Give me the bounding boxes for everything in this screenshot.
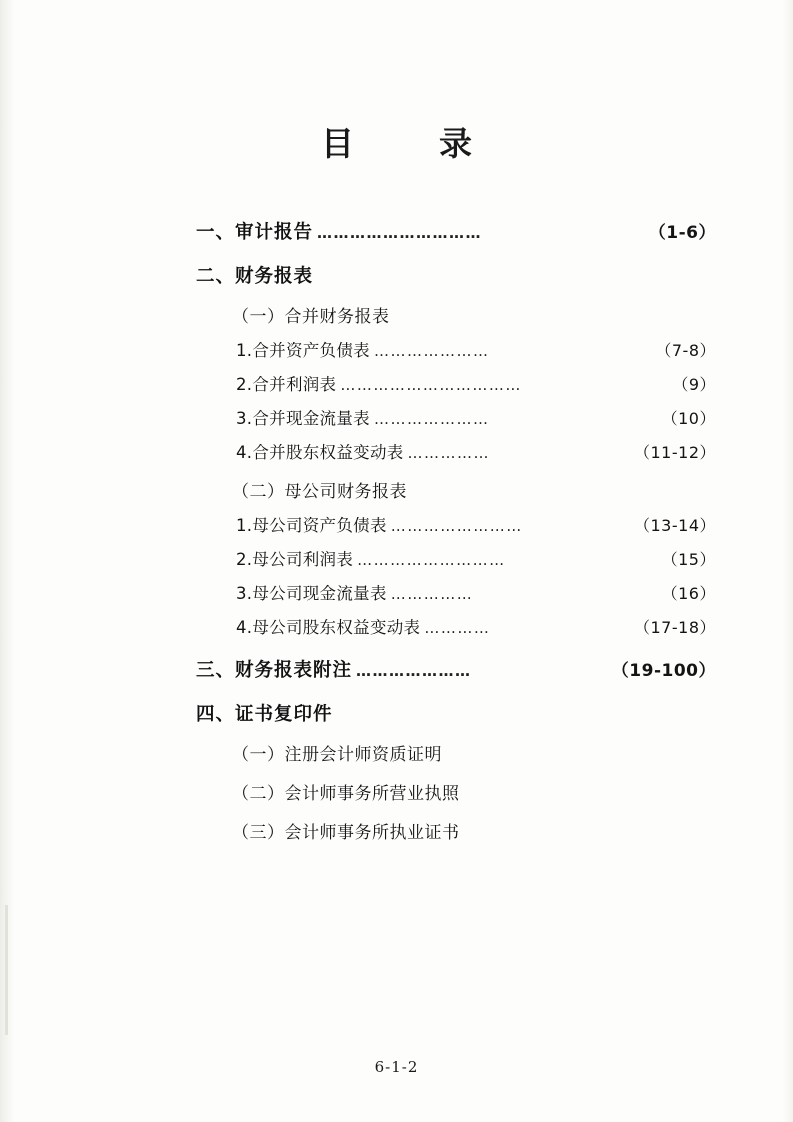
scan-artifact-mark (5, 905, 8, 1035)
toc-entry-pages: （7-8） (655, 341, 716, 360)
toc-leader-dots: ………………… (373, 410, 490, 428)
toc-entry-pages: （9） (672, 375, 716, 394)
toc-entry[interactable] (196, 439, 716, 463)
toc-leader-dots: ……………………… (357, 551, 506, 569)
page-title: 目 录 (321, 124, 498, 163)
toc-entry-label: 1.合并资产负债表 (236, 341, 370, 360)
toc-entry-label: 1.母公司资产负债表 (236, 516, 387, 535)
toc-entry-label: 3.母公司现金流量表 (236, 584, 387, 603)
toc-entry-label: （二）母公司财务报表 (232, 482, 407, 502)
toc-entry[interactable] (196, 477, 716, 502)
scan-edge-right (783, 0, 793, 1122)
toc-entry[interactable] (196, 512, 716, 536)
toc-entry-label: 3.合并现金流量表 (236, 409, 370, 428)
toc-entry-label: （一）注册会计师资质证明 (232, 745, 442, 765)
toc-entry[interactable] (196, 546, 716, 570)
toc-entry-label: 4.合并股东权益变动表 (236, 443, 404, 462)
toc-entry-label: 4.母公司股东权益变动表 (236, 618, 421, 637)
table-of-contents (196, 200, 716, 847)
toc-leader-dots: ………………… (373, 342, 490, 360)
toc-entry-label: （二）会计师事务所营业执照 (232, 784, 460, 804)
toc-entry-label: 二、财务报表 (196, 266, 314, 287)
toc-leader-dots: …………… (407, 444, 491, 462)
toc-entry-pages: （13-14） (634, 516, 716, 535)
toc-leader-dots: …………………… (390, 517, 523, 535)
toc-entry-label: 三、财务报表附注 (196, 660, 353, 681)
toc-entry[interactable] (196, 302, 716, 327)
toc-entry-label: 2.母公司利润表 (236, 550, 354, 569)
toc-entry-pages: （16） (661, 584, 716, 603)
toc-leader-dots: ………… (424, 619, 491, 637)
toc-entry-pages: （11-12） (634, 443, 716, 462)
toc-entry[interactable] (196, 218, 716, 244)
toc-leader-dots: ………………… (356, 662, 472, 680)
toc-entry-pages: （19-100） (611, 661, 716, 681)
toc-entry-label: 一、审计报告 (196, 222, 314, 243)
toc-entry[interactable] (196, 656, 716, 682)
toc-entry[interactable] (196, 700, 716, 726)
toc-entry-pages: （10） (661, 409, 716, 428)
toc-entry-pages: （15） (661, 550, 716, 569)
toc-entry[interactable] (196, 405, 716, 429)
toc-entry[interactable] (196, 614, 716, 638)
toc-entry-label: （一）合并财务报表 (232, 307, 390, 327)
toc-entry[interactable] (196, 779, 716, 804)
toc-entry-pages: （17-18） (634, 618, 716, 637)
toc-leader-dots: …………… (390, 585, 474, 603)
toc-entry-label: （三）会计师事务所执业证书 (232, 823, 460, 843)
toc-entry[interactable] (196, 818, 716, 843)
toc-leader-dots: …………………………… (340, 376, 522, 394)
toc-entry[interactable] (196, 371, 716, 395)
toc-entry[interactable] (196, 740, 716, 765)
toc-entry-label: 2.合并利润表 (236, 375, 337, 394)
toc-entry[interactable] (196, 337, 716, 361)
toc-entry-pages: （1-6） (648, 223, 716, 243)
toc-entry[interactable] (196, 262, 716, 288)
toc-leader-dots: ………………………… (317, 224, 483, 242)
page-number-footer: 6-1-2 (374, 1058, 419, 1076)
toc-entry-label: 四、证书复印件 (196, 704, 333, 725)
toc-entry[interactable] (196, 580, 716, 604)
